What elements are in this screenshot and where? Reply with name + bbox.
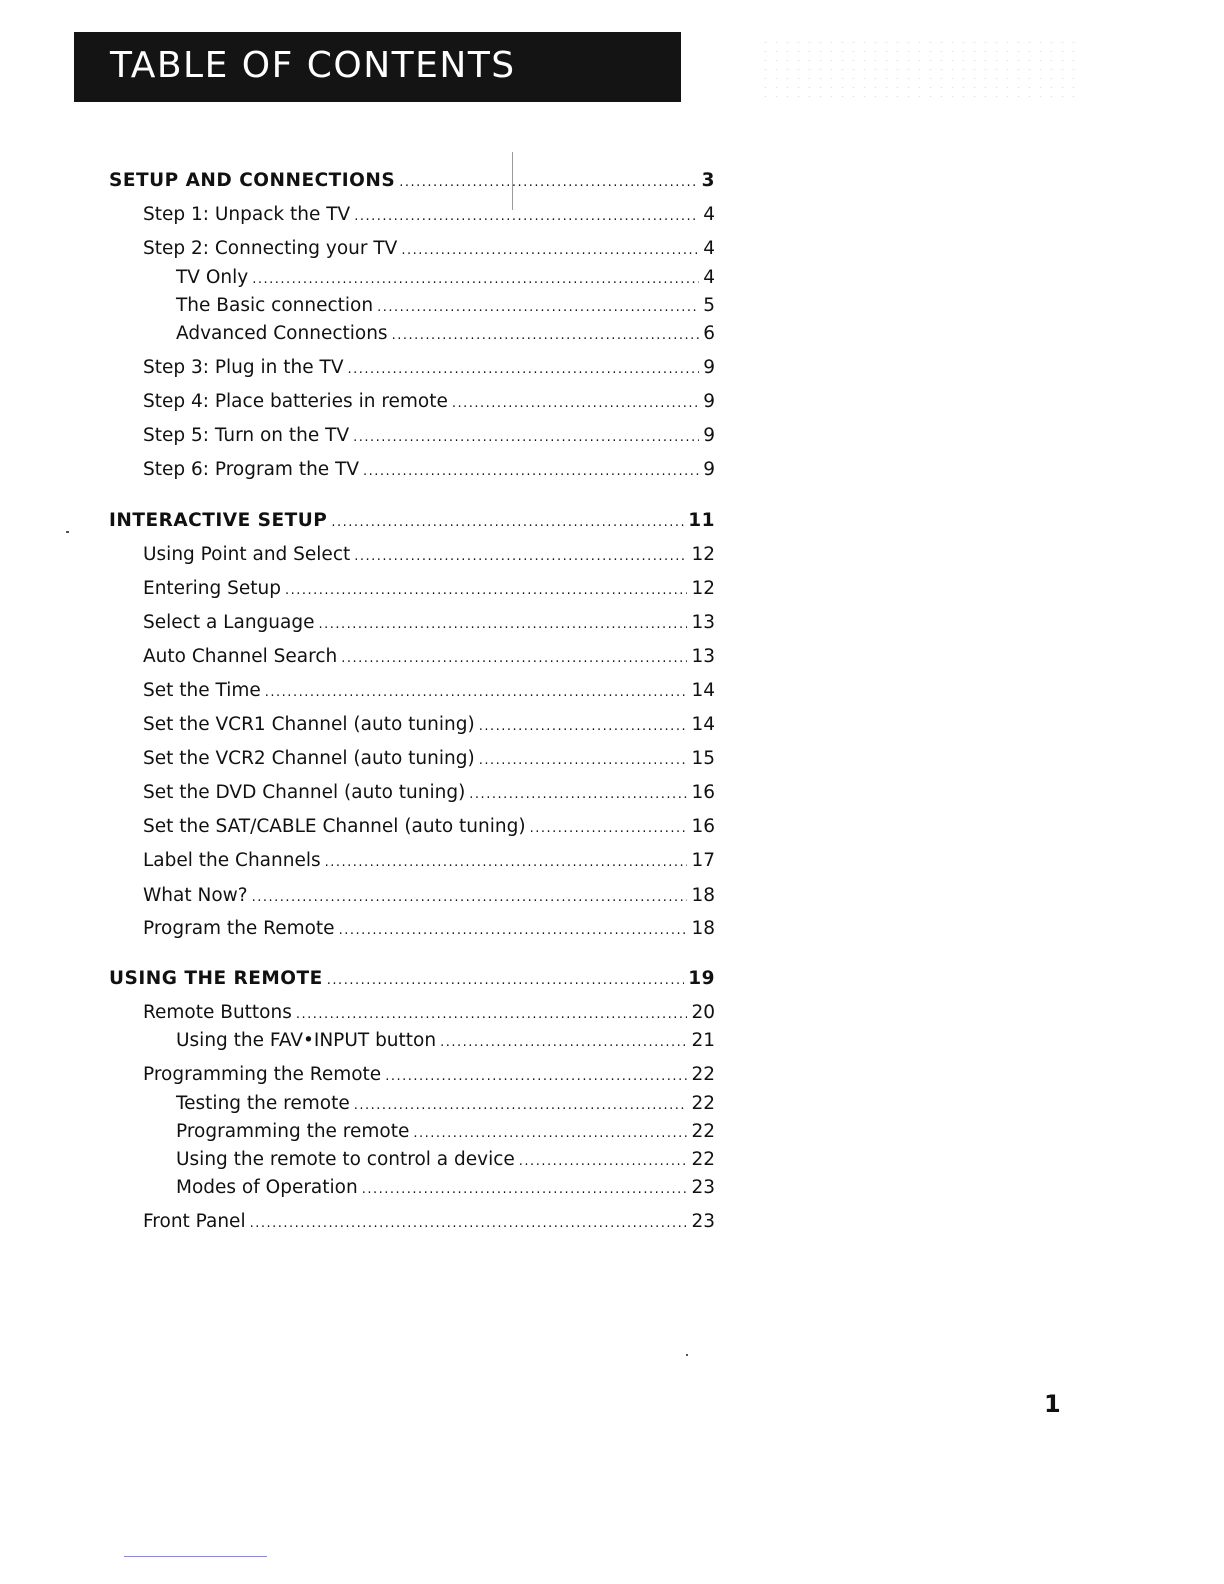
toc-entry-page-number: 13 xyxy=(691,646,715,667)
toc-entry xyxy=(143,457,715,483)
toc-entry-label: Auto Channel Search xyxy=(143,646,338,667)
toc-entry-page-number: 4 xyxy=(703,267,715,288)
toc-entry-label: Set the VCR2 Channel (auto tuning) xyxy=(143,748,475,769)
dot-leader xyxy=(385,1064,687,1090)
toc-entry-label: Set the DVD Channel (auto tuning) xyxy=(143,782,466,803)
dot-leader xyxy=(440,1030,687,1056)
toc-section-heading xyxy=(109,966,715,992)
toc-entry-label: Step 5: Turn on the TV xyxy=(143,425,350,446)
toc-entry-page-number: 23 xyxy=(691,1211,715,1232)
toc-entry-label: Entering Setup xyxy=(143,578,281,599)
toc-entry-page-number: 4 xyxy=(703,238,715,259)
dot-leader xyxy=(354,544,687,570)
bottom-rule xyxy=(124,1556,267,1557)
dot-leader xyxy=(530,816,688,842)
dot-leader xyxy=(339,918,688,944)
dot-leader xyxy=(353,425,699,451)
toc-section-heading-label: INTERACTIVE SETUP xyxy=(109,510,328,531)
toc-entry xyxy=(143,883,715,909)
toc-entry-label: Program the Remote xyxy=(143,918,335,939)
toc-entry xyxy=(176,1091,715,1117)
toc-entry xyxy=(143,389,715,415)
toc-entry xyxy=(143,644,715,670)
dot-leader xyxy=(327,968,684,994)
toc-entry-page-number: 6 xyxy=(703,323,715,344)
dot-leader xyxy=(354,1093,688,1119)
toc-entry-label: Remote Buttons xyxy=(143,1002,292,1023)
dot-leader xyxy=(413,1121,687,1147)
toc-entry-label: TV Only xyxy=(176,267,249,288)
toc-section-heading-label: SETUP AND CONNECTIONS xyxy=(109,170,396,191)
dot-leader xyxy=(296,1002,688,1028)
toc-entry-page-number: 15 xyxy=(691,748,715,769)
toc-entry-label: Programming the Remote xyxy=(143,1064,382,1085)
toc-entry-page-number: 16 xyxy=(691,816,715,837)
toc-entry xyxy=(143,746,715,772)
toc-entry xyxy=(176,1147,715,1173)
dot-leader xyxy=(252,885,688,911)
toc-entry-page-number: 22 xyxy=(691,1149,715,1170)
dot-leader xyxy=(377,295,699,321)
toc-entry-page-number: 16 xyxy=(691,782,715,803)
toc-section-heading xyxy=(109,168,715,194)
toc-entry xyxy=(143,916,715,942)
toc-entry xyxy=(143,1209,715,1235)
dot-leader xyxy=(399,170,697,196)
toc-entry xyxy=(176,1028,715,1054)
toc-section-heading-page-number: 11 xyxy=(688,510,715,531)
toc-section-heading-label: USING THE REMOTE xyxy=(109,968,323,989)
toc-entry xyxy=(176,265,715,291)
toc-entry xyxy=(143,542,715,568)
toc-entry xyxy=(143,423,715,449)
toc-entry-page-number: 22 xyxy=(691,1093,715,1114)
dot-leader xyxy=(265,680,688,706)
dot-leader xyxy=(325,850,688,876)
toc-entry-page-number: 4 xyxy=(703,204,715,225)
toc-entry-page-number: 17 xyxy=(691,850,715,871)
toc-entry-label: Programming the remote xyxy=(176,1121,410,1142)
toc-entry-label: Set the SAT/CABLE Channel (auto tuning) xyxy=(143,816,526,837)
toc-entry-page-number: 9 xyxy=(703,425,715,446)
toc-entry xyxy=(143,1062,715,1088)
page-number: 1 xyxy=(1044,1390,1061,1418)
toc-entry-label: Set the Time xyxy=(143,680,261,701)
toc-entry-label: Step 1: Unpack the TV xyxy=(143,204,351,225)
toc-entry-label: Front Panel xyxy=(143,1211,246,1232)
toc-entry-page-number: 14 xyxy=(691,680,715,701)
toc-entry-page-number: 20 xyxy=(691,1002,715,1023)
dot-leader xyxy=(363,459,699,485)
toc-entry-label: Testing the remote xyxy=(176,1093,350,1114)
toc-entry xyxy=(176,321,715,347)
toc-entry-page-number: 9 xyxy=(703,391,715,412)
toc-entry xyxy=(143,814,715,840)
toc-entry-page-number: 22 xyxy=(691,1121,715,1142)
dot-leader xyxy=(252,267,699,293)
toc-entry-label: Step 2: Connecting your TV xyxy=(143,238,398,259)
dot-leader xyxy=(401,238,699,264)
scan-speck xyxy=(66,531,69,533)
toc-entry xyxy=(176,1119,715,1145)
toc-entry-page-number: 23 xyxy=(691,1177,715,1198)
toc-entry-page-number: 13 xyxy=(691,612,715,633)
toc-entry-page-number: 18 xyxy=(691,885,715,906)
toc-entry-page-number: 22 xyxy=(691,1064,715,1085)
toc-entry xyxy=(143,678,715,704)
toc-entry-label: Set the VCR1 Channel (auto tuning) xyxy=(143,714,475,735)
toc-entry-page-number: 9 xyxy=(703,459,715,480)
dot-leader xyxy=(479,714,688,740)
dot-leader xyxy=(341,646,687,672)
toc-entry-label: Label the Channels xyxy=(143,850,321,871)
dot-leader xyxy=(452,391,699,417)
toc-entry-page-number: 12 xyxy=(691,544,715,565)
dot-leader xyxy=(318,612,687,638)
toc-section-heading-page-number: 3 xyxy=(701,170,715,191)
dot-leader xyxy=(347,357,699,383)
dot-leader xyxy=(354,204,699,230)
dot-leader xyxy=(250,1211,688,1237)
toc-entry xyxy=(143,712,715,738)
dot-leader xyxy=(469,782,687,808)
toc-entry-label: Modes of Operation xyxy=(176,1177,358,1198)
toc-entry-label: Using Point and Select xyxy=(143,544,351,565)
toc-entry xyxy=(176,1175,715,1201)
toc-entry-label: The Basic connection xyxy=(176,295,374,316)
toc-entry-label: Using the FAV•INPUT button xyxy=(176,1030,437,1051)
toc-entry xyxy=(143,202,715,228)
dot-leader xyxy=(285,578,687,604)
toc-entry-label: Step 3: Plug in the TV xyxy=(143,357,344,378)
toc-entry-page-number: 9 xyxy=(703,357,715,378)
toc-entry-label: Step 6: Program the TV xyxy=(143,459,360,480)
toc-entry-label: Using the remote to control a device xyxy=(176,1149,515,1170)
toc-entry xyxy=(143,848,715,874)
toc-entry xyxy=(143,780,715,806)
dot-leader xyxy=(519,1149,688,1175)
toc-entry xyxy=(176,293,715,319)
toc-section-heading xyxy=(109,508,715,534)
toc-entry-label: Advanced Connections xyxy=(176,323,388,344)
toc-entry-page-number: 21 xyxy=(691,1030,715,1051)
page-title: TABLE OF CONTENTS xyxy=(110,45,516,86)
dot-leader xyxy=(479,748,688,774)
toc-entry xyxy=(143,610,715,636)
toc-entry-label: What Now? xyxy=(143,885,248,906)
toc-entry xyxy=(143,1000,715,1026)
toc-entry-page-number: 12 xyxy=(691,578,715,599)
scan-speck xyxy=(686,1354,688,1356)
toc-entry xyxy=(143,236,715,262)
toc-section-heading-page-number: 19 xyxy=(688,968,715,989)
toc-entry-page-number: 14 xyxy=(691,714,715,735)
toc-entry xyxy=(143,355,715,381)
dot-leader xyxy=(362,1177,688,1203)
toc-entry-label: Step 4: Place batteries in remote xyxy=(143,391,448,412)
toc-entry-label: Select a Language xyxy=(143,612,315,633)
toc-entry-page-number: 5 xyxy=(703,295,715,316)
toc-entry xyxy=(143,576,715,602)
toc-entry-page-number: 18 xyxy=(691,918,715,939)
dot-leader xyxy=(331,510,684,536)
dot-leader xyxy=(392,323,700,349)
